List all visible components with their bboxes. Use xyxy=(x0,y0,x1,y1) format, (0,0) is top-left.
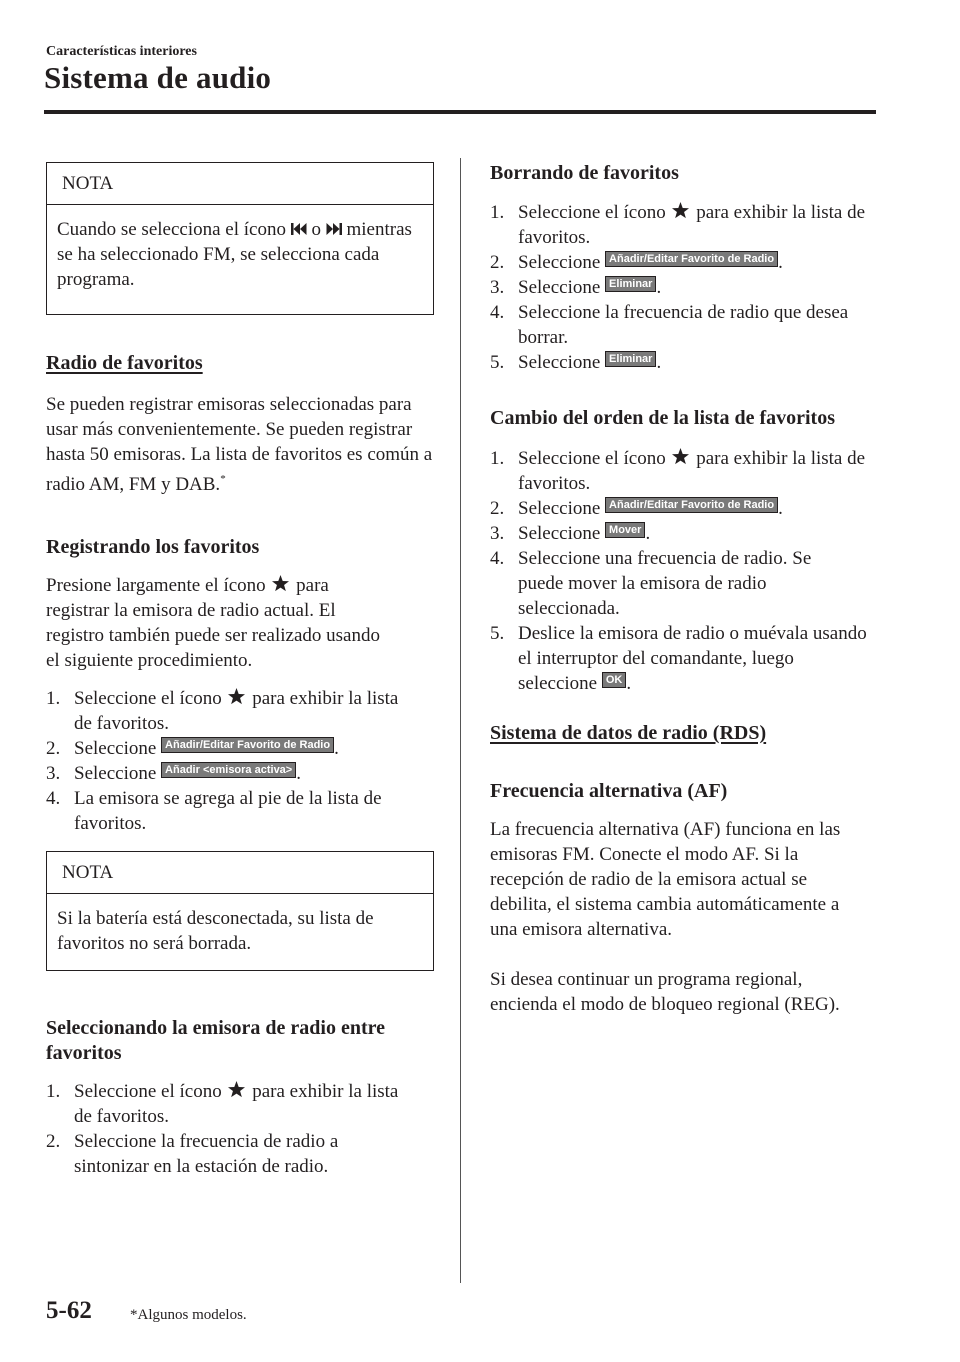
note-text: Cuando se selecciona el ícono xyxy=(57,219,286,240)
step-text: Seleccione xyxy=(518,252,601,273)
note-text-rest: mientras se ha seleccionado FM, se selecciona cada programa. xyxy=(57,219,412,290)
list-item xyxy=(490,546,850,621)
step-number: 5. xyxy=(490,623,505,644)
section-heading-radio-favoritos: Radio de favoritos xyxy=(46,352,203,374)
step-number: 3. xyxy=(46,763,61,784)
step-number: 2. xyxy=(46,1131,61,1152)
step-number: 1. xyxy=(490,202,505,223)
step-text: para exhibir la lista de favoritos. xyxy=(74,688,399,734)
step-number: 3. xyxy=(490,523,505,544)
step-text: para exhibir la lista de favoritos. xyxy=(74,1081,399,1127)
skip-next-icon xyxy=(326,222,342,236)
note-box xyxy=(46,162,434,315)
subheading-registrando: Registrando los favoritos xyxy=(46,536,260,558)
step-text: Seleccione el ícono xyxy=(518,448,666,469)
step-text: Seleccione el ícono xyxy=(74,1081,222,1102)
step-number: 1. xyxy=(490,448,505,469)
paragraph xyxy=(46,573,391,673)
list-item xyxy=(490,350,870,375)
list-item xyxy=(490,200,870,250)
page-title: Sistema de audio xyxy=(44,60,272,95)
column-divider xyxy=(460,158,461,1283)
list-item xyxy=(490,250,880,275)
step-number: 4. xyxy=(46,788,61,809)
list-item xyxy=(490,300,870,350)
star-icon xyxy=(228,1081,245,1098)
step-text: Seleccione xyxy=(518,523,601,544)
list-item xyxy=(46,736,416,761)
section-heading-rds: Sistema de datos de radio (RDS) xyxy=(490,722,767,744)
add-edit-favorite-button[interactable]: Añadir/Editar Favorito de Radio xyxy=(161,737,334,753)
add-edit-favorite-button[interactable]: Añadir/Editar Favorito de Radio xyxy=(605,251,778,267)
step-number: 2. xyxy=(490,252,505,273)
section-label: Características interiores xyxy=(46,44,197,59)
add-active-station-button[interactable]: Añadir <emisora activa> xyxy=(161,762,296,778)
step-text: . xyxy=(645,523,651,544)
delete-button[interactable]: Eliminar xyxy=(605,351,656,367)
step-text: . xyxy=(656,352,662,373)
step-number: 5. xyxy=(490,352,505,373)
footnote: *Algunos modelos. xyxy=(130,1307,247,1323)
step-number: 4. xyxy=(490,302,505,323)
list-item xyxy=(490,621,870,696)
step-text: . xyxy=(296,763,301,784)
page-number: 5-62 xyxy=(46,1297,92,1324)
paragraph-text: para registrar la emisora de radio actual. El registro también puede ser realizado usando el siguiente procedimiento. xyxy=(46,575,380,671)
list-item xyxy=(46,1079,416,1129)
star-icon xyxy=(272,575,289,592)
delete-button[interactable]: Eliminar xyxy=(605,276,656,292)
step-text: Seleccione una frecuencia de radio. Se puede mover la emisora de radio seleccionada. xyxy=(518,548,812,619)
note-body xyxy=(47,205,433,292)
list-item xyxy=(46,786,416,836)
subheading-borrando: Borrando de favoritos xyxy=(490,162,679,184)
asterisk-mark: * xyxy=(220,473,226,485)
note-text-or: o xyxy=(311,219,321,240)
list-item xyxy=(46,1129,396,1179)
step-text: para exhibir la lista de favoritos. xyxy=(518,448,866,494)
step-text: Deslice la emisora de radio o muévala usando el interruptor del comandante, luego seleccione xyxy=(518,623,867,694)
subheading-seleccionando: Seleccionando la emisora de radio entre favoritos xyxy=(46,1017,386,1064)
note-heading: NOTA xyxy=(47,852,433,894)
ok-button[interactable]: OK xyxy=(602,672,627,688)
step-number: 1. xyxy=(46,1081,61,1102)
move-button[interactable]: Mover xyxy=(605,522,645,538)
step-number: 2. xyxy=(490,498,505,519)
step-text: Seleccione el ícono xyxy=(518,202,666,223)
list-item xyxy=(490,496,880,521)
add-edit-favorite-button[interactable]: Añadir/Editar Favorito de Radio xyxy=(605,497,778,513)
step-text: Seleccione xyxy=(74,738,157,759)
list-item xyxy=(46,686,416,736)
step-text: La emisora se agrega al pie de la lista de favoritos. xyxy=(74,788,382,834)
subheading-af: Frecuencia alternativa (AF) xyxy=(490,780,728,802)
paragraph-text: Presione largamente el ícono xyxy=(46,575,266,596)
list-item xyxy=(490,275,870,300)
list-item xyxy=(490,521,870,546)
paragraph-text-end: FM y DAB. xyxy=(128,474,221,495)
step-number: 4. xyxy=(490,548,505,569)
paragraph-text: Se pueden registrar emisoras seleccionadas para usar más convenientemente. Se pueden registrar hasta 50 emisoras. La lista de favoritos es común a radio AM, xyxy=(46,394,433,495)
step-text: Seleccione el ícono xyxy=(74,688,222,709)
subheading-cambio-orden: Cambio del orden de la lista de favoritos xyxy=(490,407,835,429)
step-number: 2. xyxy=(46,738,61,759)
step-text: Seleccione la frecuencia de radio que desea borrar. xyxy=(518,302,849,348)
step-text: para exhibir la lista de favoritos. xyxy=(518,202,866,248)
paragraph: La frecuencia alternativa (AF) funciona en las emisoras FM. Conecte el modo AF. Si la recepción de radio de la emisora actual se debilita, el sistema cambia automáticamente a una emisora alternativa. xyxy=(490,819,841,940)
step-text: . xyxy=(334,738,339,759)
paragraph xyxy=(46,392,434,497)
step-text: . xyxy=(626,673,632,694)
step-text: . xyxy=(778,498,783,519)
step-text: Seleccione xyxy=(74,763,157,784)
note-heading: NOTA xyxy=(47,163,433,205)
list-item xyxy=(46,761,416,786)
star-icon xyxy=(228,688,245,705)
step-text: Seleccione xyxy=(518,352,601,373)
step-text: Seleccione la frecuencia de radio a sintonizar en la estación de radio. xyxy=(74,1131,339,1177)
step-number: 1. xyxy=(46,688,61,709)
step-text: . xyxy=(778,252,783,273)
note-body: Si la batería está desconectada, su lista de favoritos no será borrada. xyxy=(57,908,374,954)
star-icon xyxy=(672,448,689,465)
star-icon xyxy=(672,202,689,219)
step-text: . xyxy=(656,277,662,298)
list-item xyxy=(490,446,870,496)
skip-previous-icon xyxy=(291,222,307,236)
step-text: Seleccione xyxy=(518,498,601,519)
step-text: Seleccione xyxy=(518,277,601,298)
note-box xyxy=(46,851,434,971)
step-number: 3. xyxy=(490,277,505,298)
paragraph: Si desea continuar un programa regional, encienda el modo de bloqueo regional (REG). xyxy=(490,969,840,1015)
title-rule xyxy=(44,110,876,114)
